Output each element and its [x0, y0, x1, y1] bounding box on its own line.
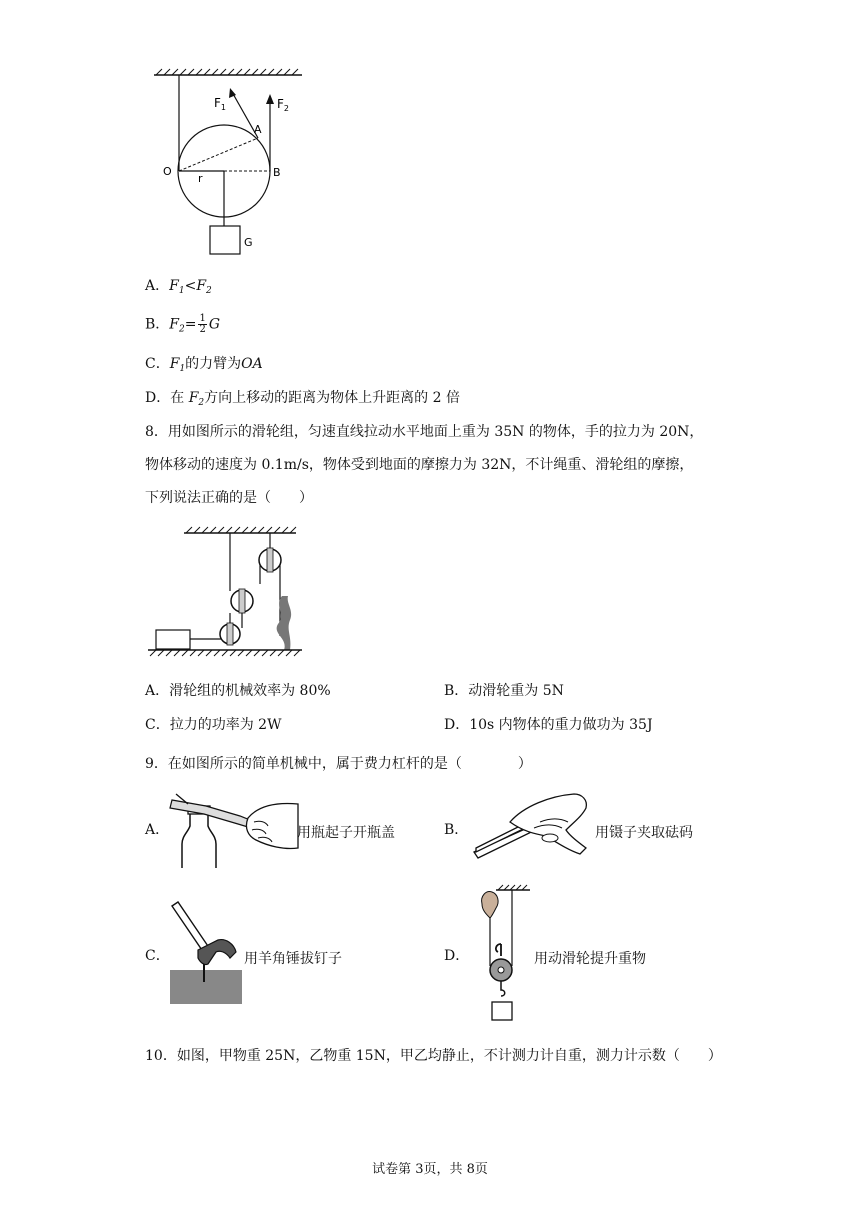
movable-pulley-image: [470, 882, 534, 1024]
q10-stem: 10．如图，甲物重 25N，乙物重 15N，甲乙均静止，不计测力计自重，测力计示数（ ）: [145, 1048, 722, 1064]
q8-stem-line-2: 物体移动的速度为 0.1m/s，物体受到地面的摩擦力为 32N，不计绳重、滑轮组的摩擦，: [145, 457, 694, 473]
bottle-opener-image: [168, 788, 300, 870]
pulley-lever-diagram: [150, 68, 310, 268]
q9-option-b-letter: B．: [444, 822, 469, 838]
q9-option-a-letter: A．: [145, 822, 170, 838]
q7-option-a: A．$F_1<F_2$: [145, 278, 212, 296]
q7-option-b: B．$F_2=$ $\frac{1}{2}$ G: [145, 313, 221, 335]
claw-hammer-image: [168, 900, 244, 1006]
q9-option-c-caption: 用羊角锤拔钉子: [244, 951, 342, 967]
q8-stem-line-3: 下列说法正确的是（ ）: [145, 490, 313, 506]
q9-option-d-caption: 用动滑轮提升重物: [534, 951, 646, 967]
pulley-block-diagram: [146, 526, 306, 666]
q9-option-d-letter: D．: [444, 948, 470, 964]
tweezers-image: [470, 792, 592, 864]
q9-stem: 9．在如图所示的简单机械中，属于费力杠杆的是（ ）: [145, 756, 532, 772]
label-G: G: [244, 236, 253, 249]
q9-option-b-caption: 用镊子夹取砝码: [595, 825, 693, 841]
page-footer: 试卷第 3页，共 8页: [372, 1162, 488, 1177]
q8-option-a: A．滑轮组的机械效率为 80%: [145, 683, 331, 699]
q9-option-a-caption: 用瓶起子开瓶盖: [297, 825, 395, 841]
q8-option-c: C．拉力的功率为 2W: [145, 717, 282, 733]
q7-option-c: C．$F_1$的力臂为OA: [145, 356, 263, 374]
label-A: A: [254, 123, 262, 136]
q8-option-d: D．10s 内物体的重力做功为 35J: [444, 717, 653, 733]
q8-option-b: B．动滑轮重为 5N: [444, 683, 564, 699]
q8-stem-line-1: 8．用如图所示的滑轮组，匀速直线拉动水平地面上重为 35N 的物体，手的拉力为 20N，: [145, 424, 704, 440]
label-B: B: [273, 166, 281, 179]
q7-option-d: D．在 $F_2$方向上移动的距离为物体上升距离的 2 倍: [145, 390, 460, 408]
fraction-half: $\frac{1}{2}$: [199, 313, 206, 335]
label-O: O: [163, 165, 172, 178]
label-F2: $F_2$: [277, 97, 289, 113]
label-F1: $F_1$: [214, 96, 226, 112]
label-r: r: [198, 172, 203, 185]
q9-option-c-letter: C．: [145, 948, 170, 964]
